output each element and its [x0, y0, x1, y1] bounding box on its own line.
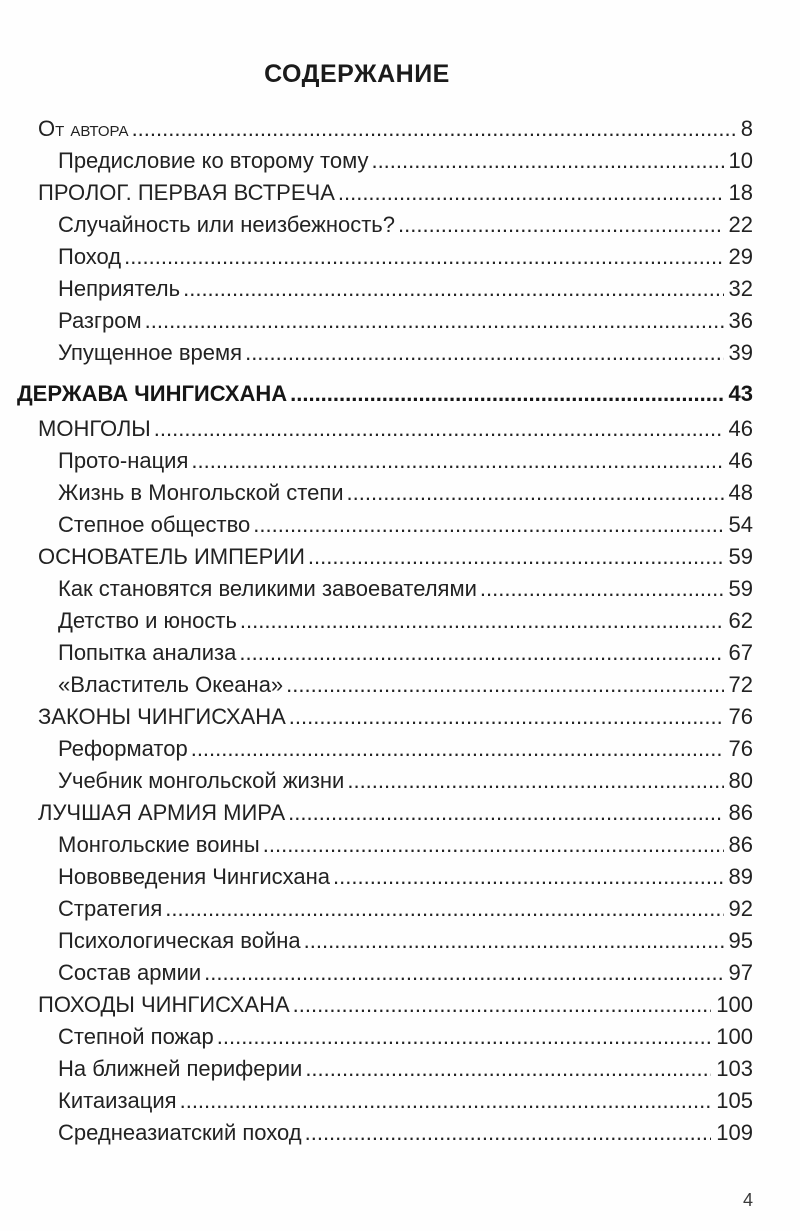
- toc-page-number: 8: [740, 116, 753, 141]
- toc-page-number: 54: [728, 512, 753, 537]
- toc-row: [17, 637, 753, 669]
- page-title: СОДЕРЖАНИЕ: [264, 60, 450, 88]
- toc-entry-label: Стратегия: [58, 896, 163, 921]
- toc-page-number: 86: [728, 832, 753, 857]
- toc-entry-label: Среднеазиатский поход: [58, 1120, 302, 1145]
- toc-dot-leader: [480, 573, 724, 605]
- toc-page-number: 32: [728, 276, 753, 301]
- toc-entry-label: Учебник монгольской жизни: [58, 768, 345, 793]
- toc-dot-leader: [293, 989, 712, 1021]
- toc-dot-leader: [347, 765, 723, 797]
- toc-dot-leader: [338, 177, 724, 209]
- toc-row: [17, 305, 753, 337]
- toc-entry-label: Поход: [58, 244, 122, 269]
- toc-dot-leader: [333, 861, 724, 893]
- toc-dot-leader: [180, 1085, 712, 1117]
- toc-page-number: 105: [716, 1088, 753, 1113]
- toc-entry-label: Детство и юность: [58, 608, 237, 633]
- toc-dot-leader: [286, 669, 723, 701]
- toc-row: [17, 573, 753, 605]
- toc-row: [17, 957, 753, 989]
- toc-entry-label: ОСНОВАТЕЛЬ ИМПЕРИИ: [38, 544, 305, 569]
- toc-row: [17, 605, 753, 637]
- toc-entry-label: Нововведения Чингисхана: [58, 864, 331, 889]
- toc-row: [17, 701, 753, 733]
- toc-dot-leader: [245, 337, 723, 369]
- toc-row: [17, 145, 753, 177]
- toc-dot-leader: [304, 925, 724, 957]
- toc-entry-label: Попытка анализа: [58, 640, 237, 665]
- toc-entry-label: Китаизация: [58, 1088, 177, 1113]
- toc-entry-label: ЛУЧШАЯ АРМИЯ МИРА: [38, 800, 286, 825]
- toc-entry-label: Разгром: [58, 308, 142, 333]
- toc-row: [17, 541, 753, 573]
- toc-list: [17, 113, 753, 1149]
- toc-entry-label: Случайность или неизбежность?: [58, 212, 396, 237]
- toc-page-number: 100: [716, 992, 753, 1017]
- toc-entry-label: Неприятель: [58, 276, 181, 301]
- toc-page-number: 43: [728, 381, 753, 406]
- toc-row: [17, 1085, 753, 1117]
- toc-dot-leader: [290, 378, 723, 410]
- toc-page-number: 97: [728, 960, 753, 985]
- toc-page-number: 67: [728, 640, 753, 665]
- toc-entry-label: Упущенное время: [58, 340, 243, 365]
- toc-row: [17, 829, 753, 861]
- toc-page-number: 22: [728, 212, 753, 237]
- toc-page-number: 10: [728, 148, 753, 173]
- toc-page-number: 36: [728, 308, 753, 333]
- toc-page-number: 18: [728, 180, 753, 205]
- toc-page-number: 59: [728, 544, 753, 569]
- toc-page-number: 103: [716, 1056, 753, 1081]
- toc-page-number: 109: [716, 1120, 753, 1145]
- toc-entry-label: ПОХОДЫ ЧИНГИСХАНА: [38, 992, 290, 1017]
- toc-page-number: 46: [728, 448, 753, 473]
- toc-dot-leader: [132, 113, 736, 145]
- toc-entry-label: Прото-нация: [58, 448, 189, 473]
- toc-row: [17, 925, 753, 957]
- toc-row: [17, 337, 753, 369]
- toc-row: [17, 413, 753, 445]
- toc-dot-leader: [124, 241, 723, 273]
- toc-entry-label: ДЕРЖАВА ЧИНГИСХАНА: [17, 381, 288, 406]
- toc-entry-label: Степное общество: [58, 512, 251, 537]
- toc-entry-label: «Властитель Океана»: [58, 672, 284, 697]
- toc-row: [17, 1021, 753, 1053]
- toc-entry-label: ПРОЛОГ. ПЕРВАЯ ВСТРЕЧА: [38, 180, 335, 205]
- toc-page-number: 62: [728, 608, 753, 633]
- folio-page-number: 4: [742, 1190, 753, 1210]
- toc-entry-label: МОНГОЛЫ: [38, 416, 151, 441]
- toc-page-number: 29: [728, 244, 753, 269]
- toc-dot-leader: [204, 957, 723, 989]
- toc-dot-leader: [191, 733, 724, 765]
- toc-dot-leader: [183, 273, 723, 305]
- toc-dot-leader: [145, 305, 724, 337]
- toc-dot-leader: [154, 413, 724, 445]
- toc-row: [17, 733, 753, 765]
- toc-row: [17, 477, 753, 509]
- toc-page-number: 48: [728, 480, 753, 505]
- toc-dot-leader: [305, 1117, 712, 1149]
- toc-entry-label: Предисловие ко второму тому: [58, 148, 369, 173]
- toc-dot-leader: [165, 893, 723, 925]
- toc-entry-label: Монгольские воины: [58, 832, 260, 857]
- toc-row: [17, 893, 753, 925]
- toc-page-number: 59: [728, 576, 753, 601]
- toc-row: [17, 445, 753, 477]
- toc-row: [17, 273, 753, 305]
- toc-page-number: 92: [728, 896, 753, 921]
- toc-page-number: 76: [728, 736, 753, 761]
- toc-dot-leader: [371, 145, 723, 177]
- toc-entry-label: Состав армии: [58, 960, 202, 985]
- toc-page-number: 39: [728, 340, 753, 365]
- toc-page-number: 100: [716, 1024, 753, 1049]
- toc-row: [17, 1053, 753, 1085]
- toc-row: [17, 1117, 753, 1149]
- toc-entry-label: На ближней периферии: [58, 1056, 303, 1081]
- toc-dot-leader: [240, 605, 724, 637]
- toc-page-number: 46: [728, 416, 753, 441]
- toc-entry-label: ЗАКОНЫ ЧИНГИСХАНА: [38, 704, 286, 729]
- toc-dot-leader: [308, 541, 724, 573]
- toc-dot-leader: [288, 797, 723, 829]
- toc-entry-label: Жизнь в Монгольской степи: [58, 480, 344, 505]
- toc-row: [17, 209, 753, 241]
- toc-row: [17, 177, 753, 209]
- toc-page-number: 89: [728, 864, 753, 889]
- toc-page-number: 80: [728, 768, 753, 793]
- toc-row: [17, 765, 753, 797]
- toc-entry-label: Реформатор: [58, 736, 188, 761]
- toc-dot-leader: [398, 209, 724, 241]
- toc-page-number: 72: [728, 672, 753, 697]
- toc-entry-label: От автора: [38, 116, 129, 141]
- toc-dot-leader: [305, 1053, 711, 1085]
- toc-row: [17, 989, 753, 1021]
- toc-row: [17, 861, 753, 893]
- toc-row: [17, 797, 753, 829]
- toc-entry-label: Психологическая война: [58, 928, 301, 953]
- toc-row: [17, 509, 753, 541]
- toc-row: [17, 669, 753, 701]
- toc-dot-leader: [253, 509, 723, 541]
- toc-dot-leader: [239, 637, 723, 669]
- toc-dot-leader: [263, 829, 724, 861]
- toc-dot-leader: [191, 445, 723, 477]
- toc-page-number: 76: [728, 704, 753, 729]
- toc-row: [17, 378, 753, 410]
- toc-content: [0, 60, 800, 1149]
- toc-row: [17, 113, 753, 145]
- toc-dot-leader: [217, 1021, 712, 1053]
- toc-row: [17, 241, 753, 273]
- toc-dot-leader: [347, 477, 724, 509]
- toc-entry-label: Как становятся великими завоевателями: [58, 576, 477, 601]
- toc-entry-label: Степной пожар: [58, 1024, 214, 1049]
- toc-dot-leader: [289, 701, 724, 733]
- toc-page-number: 86: [728, 800, 753, 825]
- toc-page-number: 95: [728, 928, 753, 953]
